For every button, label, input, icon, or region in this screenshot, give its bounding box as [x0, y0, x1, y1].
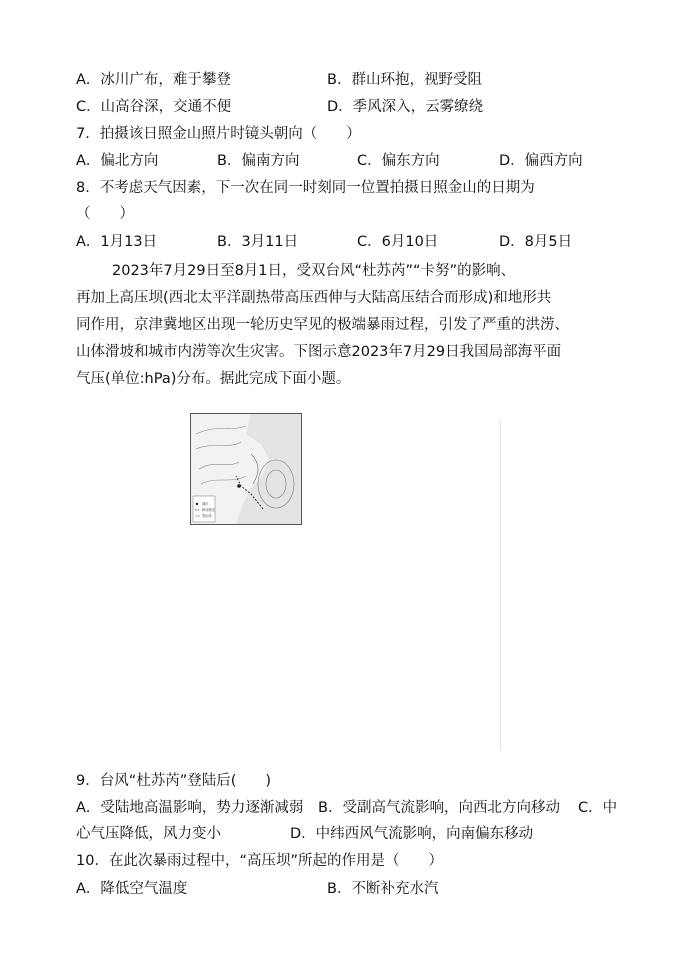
q9-option-d: D．中纬西风气流影响，向南偏东移动 — [290, 826, 534, 842]
q10-stem: 10．在此次暴雨过程中，“高压坝”所起的作用是（ ） — [76, 853, 443, 869]
q6-option-c: C．山高谷深，交通不便 — [76, 99, 232, 115]
q6-option-a: A．冰川广布，难于攀登 — [76, 72, 231, 88]
q6-option-d: D．季风深入，云雾缭绕 — [327, 99, 484, 115]
q7-stem: 7．拍摄该日照金山照片时镜头朝向（ ） — [76, 126, 361, 142]
q8-option-d: D．8月5日 — [499, 234, 573, 250]
q7-option-d: D．偏西方向 — [499, 153, 583, 169]
figure-edge-line — [500, 420, 501, 750]
q8-option-a: A．1月13日 — [76, 234, 158, 250]
q7-option-c: C．偏东方向 — [357, 153, 440, 169]
q10-option-a: A．降低空气温度 — [76, 881, 188, 897]
passage-line: 再加上高压坝(西北太平洋副热带高压西伸与大陆高压结合而形成)和地形共 — [76, 290, 552, 306]
q6-option-b: B．群山环抱，视野受阻 — [327, 72, 482, 88]
legend-track: 移动路径 — [202, 508, 215, 512]
q9-option-b: B．受副高气流影响，向西北方向移动 — [318, 800, 560, 816]
q9-option-c: C．中 — [578, 800, 618, 816]
passage-line: 同作用，京津冀地区出现一轮历史罕见的极端暴雨过程，引发了严重的洪涝、 — [76, 317, 569, 333]
q10-option-b: B．不断补充水汽 — [327, 881, 439, 897]
map-drawing — [191, 414, 301, 524]
q7-option-a: A．偏北方向 — [76, 153, 159, 169]
legend-city: 城市 — [202, 502, 209, 506]
q9-option-c-cont: 心气压降低，风力变小 — [76, 826, 221, 842]
q7-option-b: B．偏南方向 — [217, 153, 300, 169]
passage-line: 2023年7月29日至8月1日，受双台风“杜苏芮”“卡努”的影响、 — [112, 263, 516, 279]
q8-option-c: C．6月10日 — [357, 234, 439, 250]
passage-line: 山体滑坡和城市内涝等次生灾害。下图示意2023年7月29日我国局部海平面 — [76, 344, 562, 360]
q9-stem: 9．台风“杜苏芮”登陆后( ) — [76, 773, 272, 789]
q9-option-a: A．受陆地高温影响，势力逐渐减弱 — [76, 800, 304, 816]
passage-line: 气压(单位:hPa)分布。据此完成下面小题。 — [76, 371, 351, 387]
legend-isobar: 等压线 — [202, 514, 212, 518]
q8-stem: 8．不考虑天气因素，下一次在同一时刻同一位置拍摄日照金山的日期为 — [76, 180, 535, 196]
q8-stem-blank: （ ） — [76, 206, 134, 222]
q8-option-b: B．3月11日 — [217, 234, 299, 250]
sea-level-pressure-map — [190, 413, 302, 525]
